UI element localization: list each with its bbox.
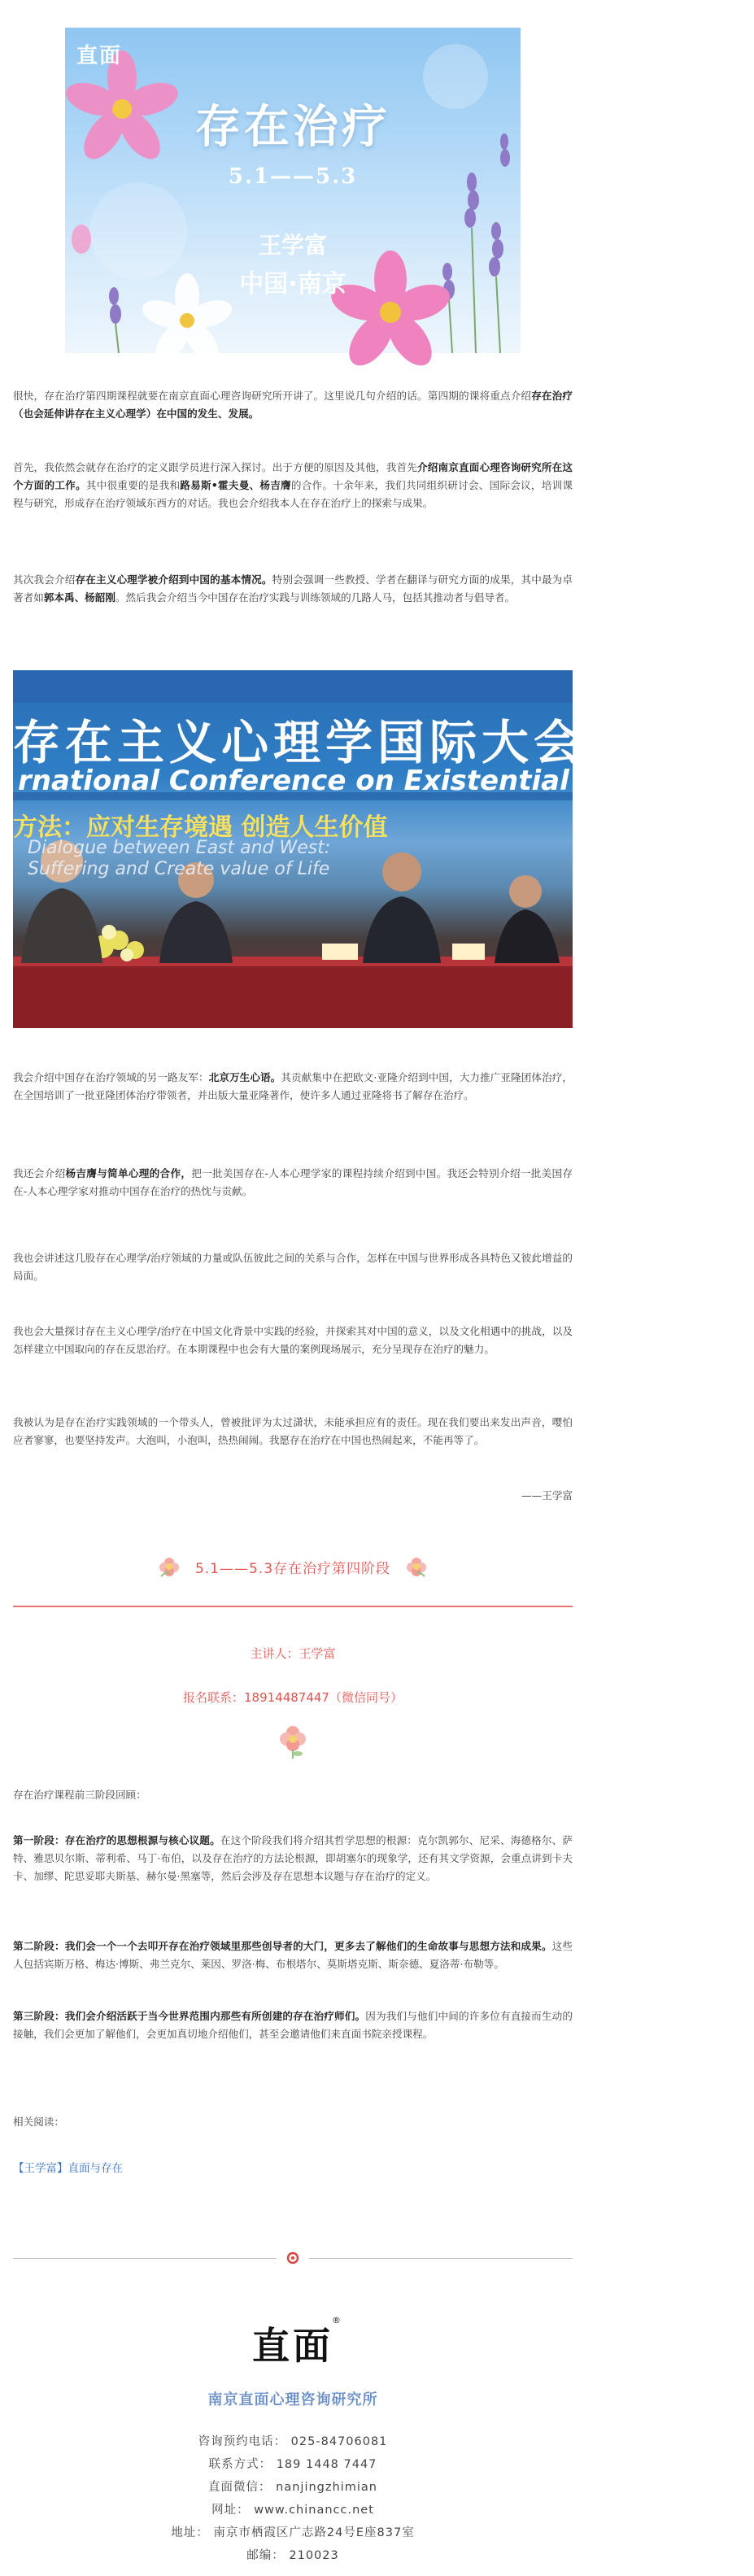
photo-banner-subtitle: 方法：应对生存境遇 创造人生价值 [13,813,388,842]
text-bold: 杨吉膺与简单心理的合作， [65,1167,192,1179]
body-paragraph-5: 我被认为是存在治疗实践领域的一个带头人，曾被批评为太过潇状，未能承担应有的责任。现在我们要出来发出声音，嘤怕应者寥寥，也要坚持发声。大泡叫，小泡叫，热热闹闹。我愿存在治疗在中国也热闹起来，不能再等了。 [13,1416,573,1446]
text-bold: 第三阶段：我们会介绍活跃于当今世界范围内那些有所创建的存在治疗师们。 [13,2010,366,2022]
flower-illustration [65,28,521,353]
footer-flower-icon [286,2251,299,2264]
text-bold: 郭本禹、杨韶刚 [43,591,115,604]
signature: ——王学富 [521,1489,573,1502]
text-span: 首先，我依然会就存在治疗的定义跟学员进行深入探讨。出于方便的原因及其他，我首先 [13,461,417,473]
text-bold: 路易斯•霍夫曼、杨吉膺 [180,479,291,491]
speaker-line: 主讲人：王学富 [250,1646,336,1661]
text-bold: 北京万生心语。 [208,1071,281,1083]
review-stage-1 [13,1832,573,1885]
footer-logo: 直面 [252,2324,333,2368]
related-article-link[interactable]: 【王学富】直面与存在 [13,2162,123,2175]
text-bold: 第一阶段：存在治疗的思想根源与核心议题。 [13,1834,220,1846]
intro-paragraph-1 [13,387,573,423]
banner-speaker: 王学富 [258,232,327,259]
body-paragraph-2 [13,1165,573,1201]
text-span: 其中很重要的是我和 [85,479,181,491]
review-stage-2 [13,1937,573,1973]
related-label: 相关阅读： [13,2116,64,2128]
review-stage-3 [13,2007,573,2043]
section-heading [0,1555,586,1588]
brand-logo-text: 直面 [76,44,123,68]
footer-website: 网址： www.chinancc.net [211,2504,374,2517]
footer-organization: 南京直面心理咨询研究所 [207,2391,378,2408]
text-span: 在这个阶段我们将介绍其哲学思想的根源：克尔凯郭尔、尼采、海德格尔、萨特、雅思贝尔斯、蒂利希、马丁·布伯，以及存在治疗的方法论根源，即胡塞尔的现象学，还有其文学资源，会重点讲到卡夫卡、加缪、陀思妥耶夫斯基、赫尔曼·黑塞等，然后会涉及存在思想本议题与存在治疗的定义。 [13,1834,573,1882]
footer-divider-left [13,2258,277,2259]
text-bold: 存在治疗（也会延伸讲存在主义心理学）在中国的发生、发展。 [13,390,573,420]
flower-icon [405,1555,428,1578]
text-span: 其次我会介绍 [13,573,76,586]
conference-photo [13,670,754,1028]
footer-divider-right [309,2258,573,2259]
body-paragraph-1 [13,1069,573,1105]
photo-banner-line-1: Dialogue between East and West: [28,838,331,858]
footer-address: 地址： 南京市栖霞区广志路24号E座837室 [171,2526,415,2539]
photo-banner-line-2: Suffering and Create value of Life [28,859,330,879]
text-span: 。然后我会介绍当今中国存在治疗实践与训练领域的几路人马，包括其推动者与倡导者。 [115,591,516,604]
text-bold: 存在主义心理学被介绍到中国的基本情况。 [75,573,272,586]
text-span: 我还会介绍 [13,1167,66,1179]
footer-contact: 联系方式： 189 1448 7447 [208,2458,377,2471]
text-bold: 介绍南京直面心理咨询研究所在这个方面的工作。 [13,461,573,491]
section-heading-text: 5.1——5.3存在治疗第四阶段 [194,1560,391,1577]
body-paragraph-3: 我也会讲述这几股存在心理学/治疗领域的力量或队伍彼此之间的关系与合作，怎样在中国与世界形成各具特色又彼此增益的局面。 [13,1252,573,1282]
text-span: 特别会强调一些教授、学者在翻译与研究方面的成果，其中最为卓著者如 [13,573,573,604]
footer-postcode: 邮编： 210023 [246,2549,339,2562]
flower-icon [158,1555,181,1578]
section-divider [13,1606,573,1607]
small-flower-icon [277,1723,309,1759]
text-span: 其贡献集中在把欧文·亚隆介绍到中国，大力推广亚隆团体治疗，在全国培训了一批亚隆团体治疗带领者，并出版大量亚隆著作，使许多人通过亚隆将书了解存在治疗。 [13,1071,573,1101]
footer-wechat: 直面微信： nanjingzhimian [208,2481,377,2494]
text-bold: 第二阶段：我们会一个一个去叩开存在治疗领域里那些创导者的大门，更多去了解他们的生命故事与思想方法和成果。 [13,1940,552,1952]
banner-title: 存在治疗 [195,101,390,154]
registered-mark: ® [332,2315,341,2325]
text-span: 把一批美国存在-人本心理学家的课程持续介绍到中国。我还会特别介绍一批美国存在-人本心理学家对推动中国存在治疗的热忱与贡献。 [13,1167,573,1197]
banner-image [65,28,521,353]
text-span: 很快，存在治疗第四期课程就要在南京直面心理咨询研究所开讲了。这里说几句介绍的话。第四期的课将重点介绍 [13,390,532,402]
review-intro: 存在治疗课程前三阶段回顾： [13,1789,146,1801]
banner-dates: 5.1——5.3 [228,164,358,189]
intro-paragraph-2 [13,459,573,512]
banner-city: 中国·南京 [239,270,346,299]
footer-phone: 咨询预约电话： 025-84706081 [198,2435,388,2448]
intro-paragraph-3 [13,571,573,607]
signup-contact: 报名联系：18914487447（微信同号） [183,1690,403,1705]
photo-banner-chinese: 存在主义心理学国际大会 [13,715,586,770]
text-span: 我会介绍中国存在治疗领域的另一路友军： [13,1071,209,1083]
text-span: 这些人包括宾斯万格、梅达·博斯、弗兰克尔、莱因、罗洛·梅、布根塔尔、莫斯塔克斯、斯奈德、夏洛蒂·布勒等。 [13,1940,573,1970]
text-span: 因为我们与他们中间的许多位有直接而生动的接触，我们会更加了解他们，会更加真切地介绍他们，甚至会邀请他们来直面书院亲授课程。 [13,2010,573,2040]
photo-banner-english: rnational Conference on Existential Psychology [18,765,754,797]
text-span: 的合作。十余年来，我们共同组织研讨会、国际会议，培训课程与研究，形成存在治疗领域东西方的对话。我也会介绍我本人在存在治疗上的探索与成果。 [13,479,573,509]
body-paragraph-4: 我也会大量探讨存在主义心理学/治疗在中国文化背景中实践的经验，并探索其对中国的意义，以及文化相遇中的挑战，以及怎样建立中国取向的存在反思治疗。在本期课程中也会有大量的案例现场展示，充分呈现存在治疗的魅力。 [13,1325,573,1355]
